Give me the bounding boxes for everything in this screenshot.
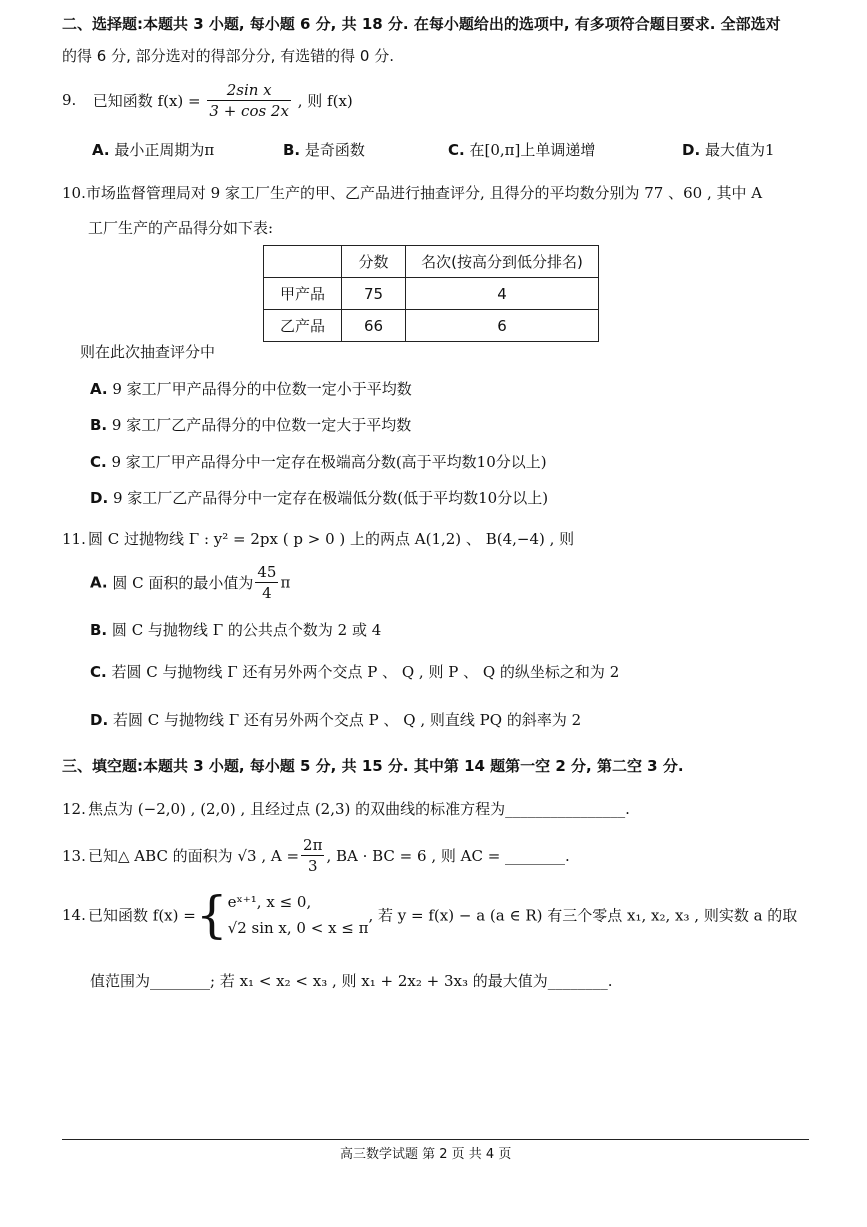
question-13 — [62, 835, 570, 876]
option-letter: A. — [90, 380, 108, 398]
score-table — [263, 245, 599, 342]
question-10-line1 — [62, 182, 762, 203]
question-9-option-d — [682, 139, 774, 160]
question-11-option-b — [90, 619, 381, 640]
table-cell: 66 — [342, 310, 406, 342]
question-13-fraction — [301, 835, 324, 876]
question-9 — [62, 80, 353, 121]
table-cell: 甲产品 — [264, 278, 342, 310]
section-2-heading-cont: 的得 6 分, 部分选对的得部分分, 有选错的得 0 分. — [62, 47, 395, 65]
piecewise-cases — [228, 889, 369, 941]
option-letter: B. — [90, 416, 108, 434]
option-text: 9 家工厂甲产品得分的中位数一定小于平均数 — [112, 380, 412, 398]
option-letter: D. — [682, 141, 701, 159]
piecewise-case-2: √2 sin x, 0 < x ≤ π — [227, 919, 369, 937]
option-letter: B. — [283, 141, 301, 159]
table-header-cell: 名次(按高分到低分排名) — [406, 246, 599, 278]
table-header-row — [264, 246, 599, 278]
table-cell: 75 — [342, 278, 406, 310]
page-footer: 高三数学试题 第 2 页 共 4 页 — [340, 1147, 512, 1162]
option-letter: A. — [90, 573, 108, 592]
question-10-option-c — [90, 451, 547, 472]
fraction-denominator: 4 — [262, 584, 272, 602]
option-text: 9 家工厂甲产品得分中一定存在极端高分数(高于平均数10分以上) — [111, 453, 547, 471]
fraction-numerator: 45 — [257, 563, 277, 581]
question-14 — [62, 886, 798, 949]
question-11-option-a — [90, 562, 290, 603]
question-9-option-b — [283, 139, 365, 160]
question-13-suffix: , BA · BC = 6 , 则 AC = ________. — [326, 847, 570, 865]
table-cell: 乙产品 — [264, 310, 342, 342]
option-text: 若圆 C 与抛物线 Γ 还有另外两个交点 P 、 Q , 则直线 PQ 的斜率为 2 — [112, 711, 582, 729]
question-number: 9. — [62, 90, 77, 109]
question-number: 10. — [62, 184, 86, 202]
footer-divider — [62, 1139, 809, 1140]
question-11-text: 圆 C 过抛物线 Γ : y² = 2px ( p > 0 ) 上的两点 A(1,2) 、 B(4,−4) , 则 — [88, 530, 575, 548]
option-text: 在[0,π]上单调递增 — [469, 141, 596, 159]
question-10-text: 市场监督管理局对 9 家工厂生产的甲、乙产品进行抽查评分, 且得分的平均数分别为 77 、60 , 其中 A — [85, 184, 763, 202]
table-cell: 4 — [406, 278, 599, 310]
question-9-option-a — [92, 139, 214, 160]
question-14-suffix: , 若 y = f(x) − a (a ∈ R) 有三个零点 x₁, x₂, x₃ , 则实数 a 的取 — [368, 906, 798, 925]
question-12-text: 焦点为 (−2,0) , (2,0) , 且经过点 (2,3) 的双曲线的标准方程为________________. — [88, 800, 630, 818]
option-letter: C. — [90, 453, 107, 471]
table-header-cell — [264, 246, 342, 278]
option-letter: B. — [90, 621, 108, 639]
section-3-heading: 三、填空题:本题共 3 小题, 每小题 5 分, 共 15 分. 其中第 14 题第一空 2 分, 第二空 3 分. — [62, 757, 684, 775]
option-a-fraction — [255, 562, 278, 603]
question-14-line2: 值范围为________; 若 x₁ < x₂ < x₃ , 则 x₁ + 2x₂ + 3x₃ 的最大值为________. — [90, 972, 613, 990]
question-number: 14. — [62, 906, 86, 924]
option-text: 9 家工厂乙产品得分的中位数一定大于平均数 — [111, 416, 412, 434]
option-text: 若圆 C 与抛物线 Γ 还有另外两个交点 P 、 Q , 则 P 、 Q 的纵坐标之和为 2 — [111, 663, 620, 681]
table-cell: 6 — [406, 310, 599, 342]
fraction-numerator: 2π — [303, 836, 323, 854]
question-12 — [62, 798, 630, 819]
option-text: 9 家工厂乙产品得分中一定存在极端低分数(低于平均数10分以上) — [112, 489, 549, 507]
option-text: 圆 C 与抛物线 Γ 的公共点个数为 2 或 4 — [111, 621, 382, 639]
question-9-option-c — [448, 139, 595, 160]
option-letter: A. — [92, 141, 110, 159]
question-10-line2: 工厂生产的产品得分如下表: — [88, 219, 274, 237]
table-header-cell: 分数 — [342, 246, 406, 278]
question-9-prefix: 已知函数 f(x) = — [92, 92, 201, 110]
table-row — [264, 310, 599, 342]
option-text: 最小正周期为π — [114, 141, 215, 159]
fraction-denominator: 3 — [307, 857, 318, 875]
question-9-suffix: , 则 f(x) — [297, 92, 353, 110]
question-number: 11. — [62, 530, 86, 548]
option-letter: D. — [90, 489, 109, 507]
question-10-option-a — [90, 378, 412, 399]
piecewise-case-1: eˣ⁺¹, x ≤ 0, — [227, 893, 312, 911]
question-number: 12. — [62, 800, 86, 818]
question-9-fraction — [207, 80, 291, 121]
option-text: 是奇函数 — [304, 141, 365, 159]
question-10-option-b — [90, 414, 411, 435]
question-10-lead: 则在此次抽查评分中 — [80, 343, 216, 361]
piecewise-brace-icon: { — [195, 886, 228, 944]
option-letter: C. — [448, 141, 465, 159]
question-10-option-d — [90, 487, 548, 508]
option-letter: D. — [90, 711, 109, 729]
question-number: 13. — [62, 846, 86, 865]
question-14-prefix: 已知函数 f(x) = — [88, 906, 196, 925]
option-text: 圆 C 面积的最小值为 — [112, 574, 254, 592]
fraction-denominator: 3 + cos 2x — [209, 102, 289, 120]
question-11-option-c — [90, 661, 619, 682]
question-11-option-d — [90, 709, 581, 730]
option-a-suffix: π — [280, 573, 291, 592]
question-11-stem — [62, 528, 574, 549]
question-13-prefix: 已知△ ABC 的面积为 √3 , A = — [88, 847, 300, 865]
table-row — [264, 278, 599, 310]
fraction-numerator: 2sin x — [207, 80, 291, 101]
option-letter: C. — [90, 663, 107, 681]
section-2-heading: 二、选择题:本题共 3 小题, 每小题 6 分, 共 18 分. 在每小题给出的选项中, 有多项符合题目要求. 全部选对 — [62, 15, 781, 33]
option-text: 最大值为1 — [704, 141, 775, 159]
